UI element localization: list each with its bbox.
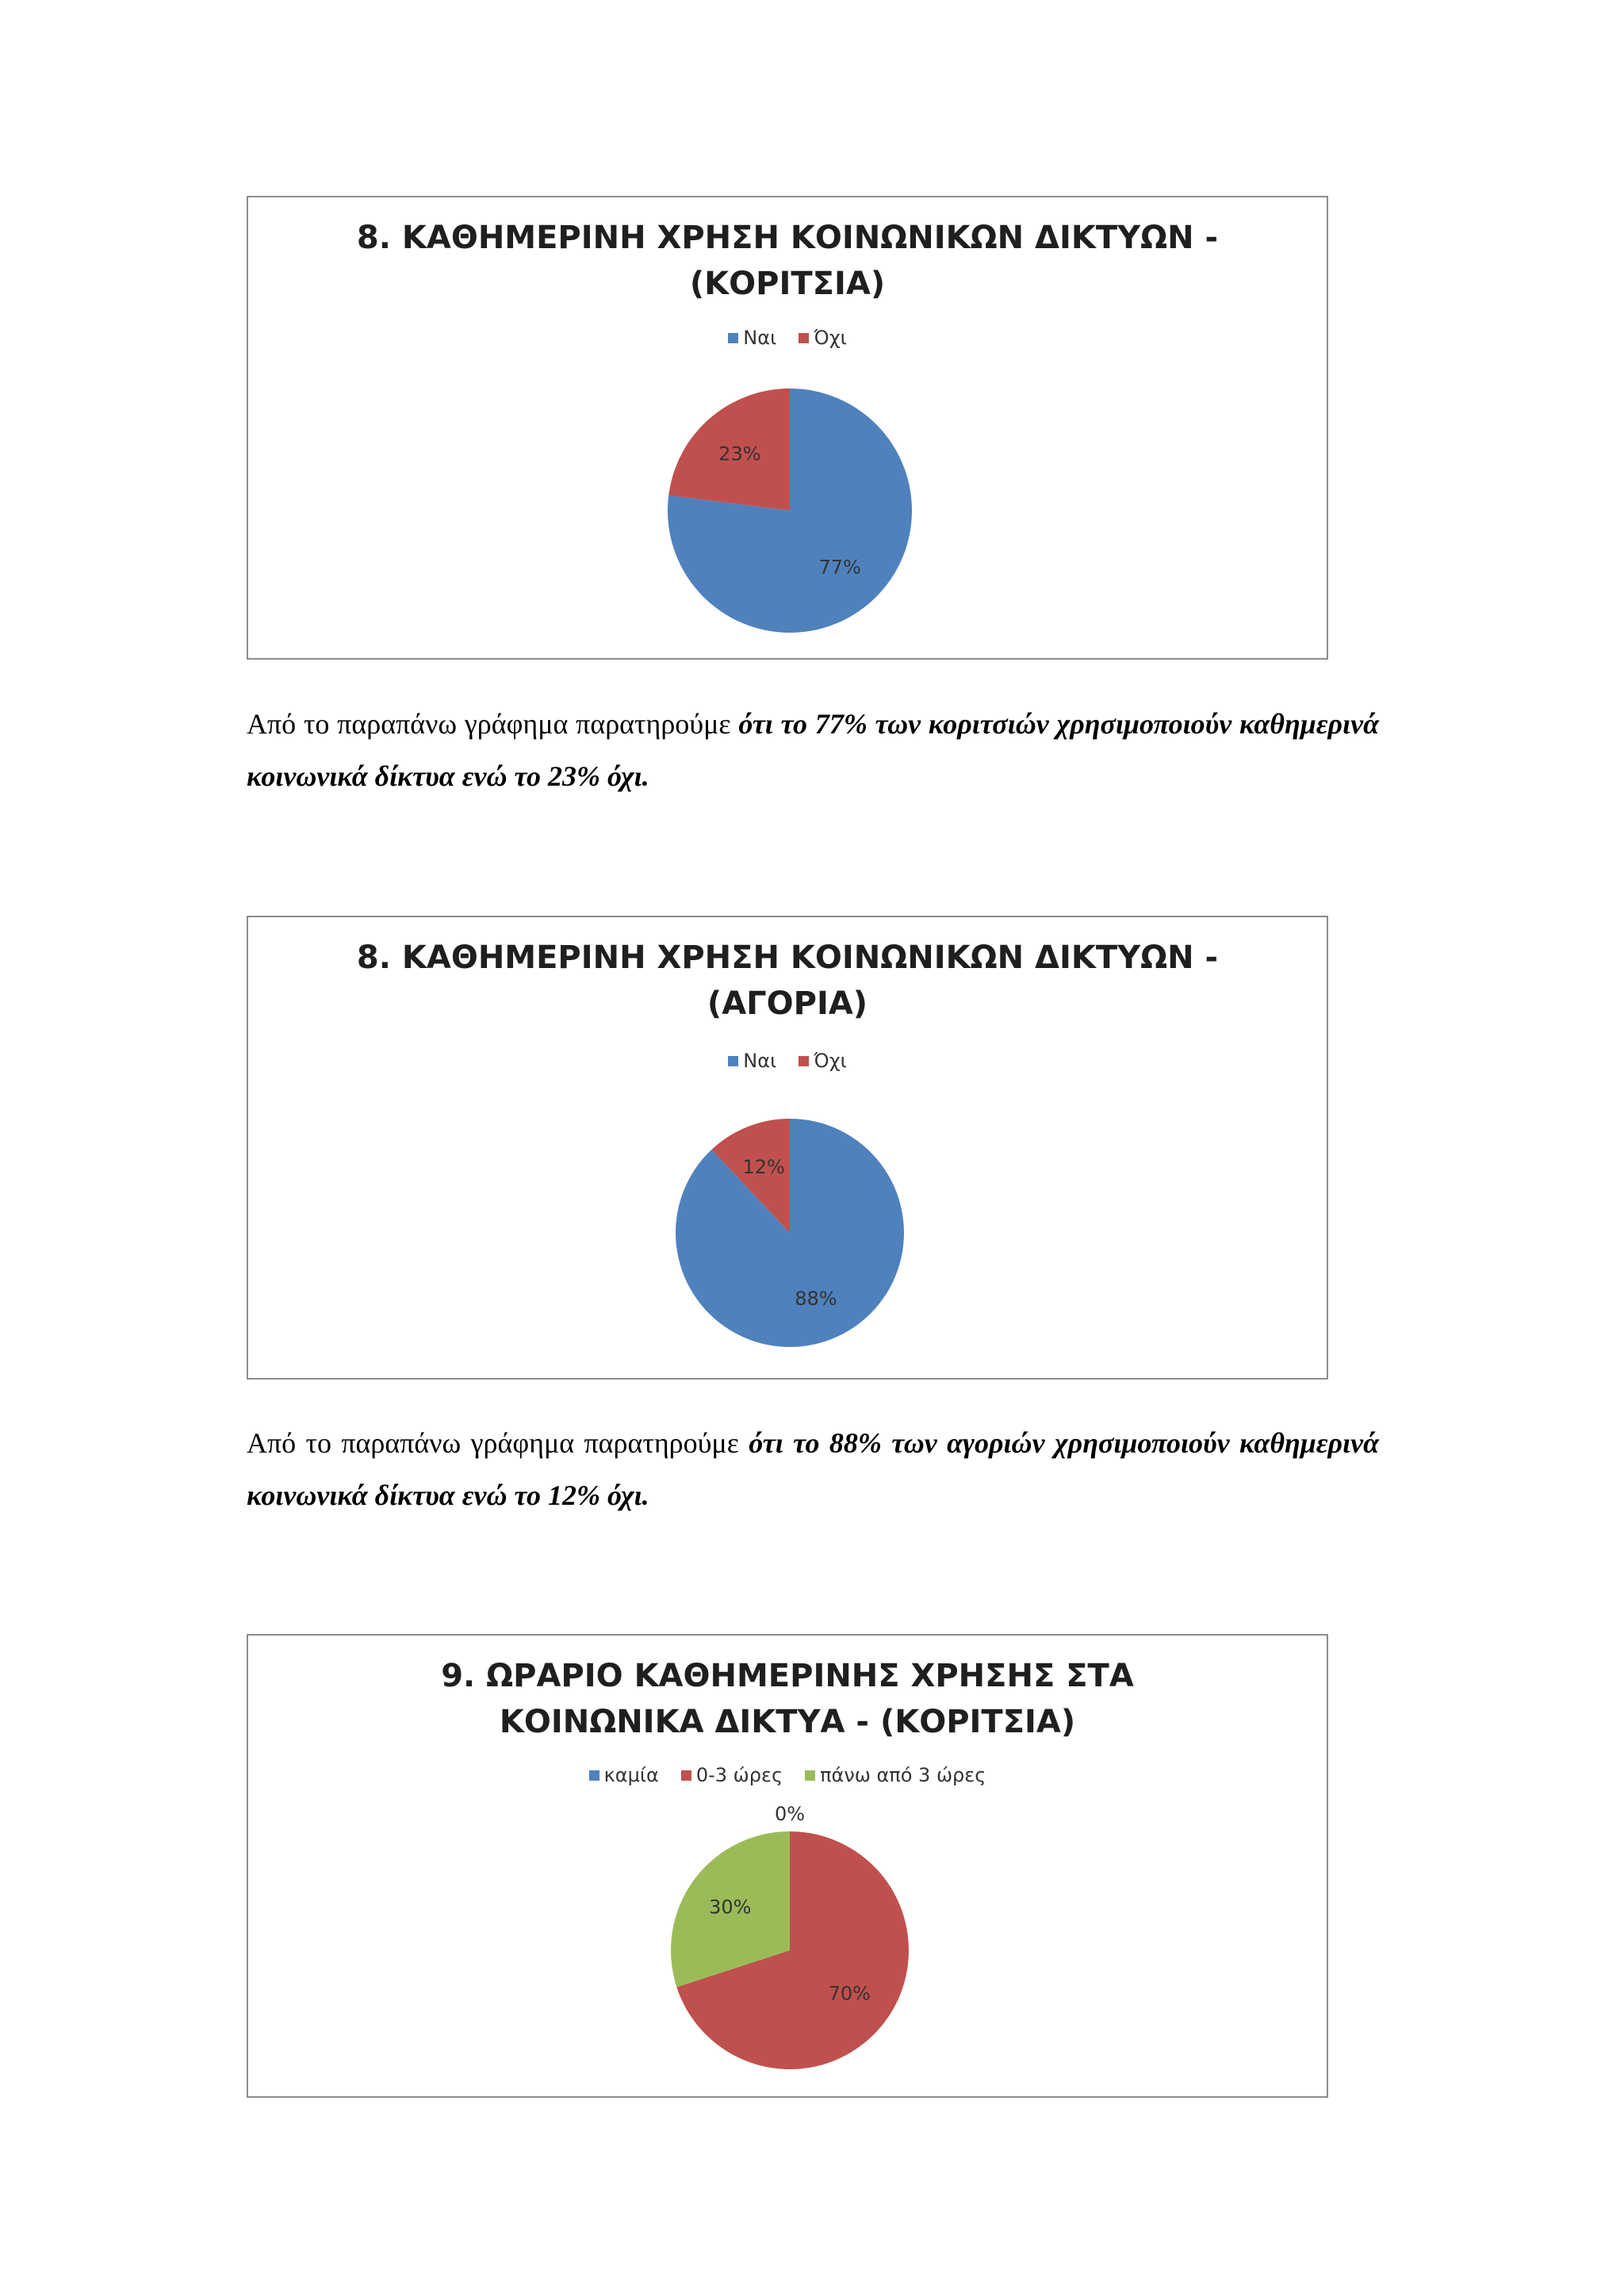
caption-emphasis: ότι το 77% των κοριτσιών χρησιμοποιούν καθημερινά κοινωνικά δίκτυα ενώ το 23% όχι. (247, 708, 1379, 792)
caption-emphasis: ότι το 88% των αγοριών χρησιμοποιούν καθημερινά κοινωνικά δίκτυα ενώ το 12% όχι. (247, 1427, 1379, 1511)
pie-chart (248, 197, 1330, 661)
legend-label: Ναι (743, 1050, 777, 1072)
legend-label: Ναι (743, 327, 777, 349)
data-label: 30% (709, 1896, 752, 1919)
chart-title-line1: 8. ΚΑΘΗΜΕΡΙΝΗ ΧΡΗΣΗ ΚΟΙΝΩΝΙΚΩΝ ΔΙΚΤΥΩΝ - (356, 939, 1219, 976)
data-label: 23% (718, 442, 761, 465)
legend-label: 0-3 ώρες (695, 1764, 783, 1786)
chart-title-line2: ΚΟΙΝΩΝΙΚΑ ΔΙΚΤΥΑ - (ΚΟΡΙΤΣΙΑ) (499, 1704, 1076, 1740)
legend-label: Όχι (814, 1050, 847, 1072)
chart-3 (247, 1634, 1328, 2098)
legend-label: Όχι (814, 327, 847, 349)
pie-chart (248, 917, 1330, 1381)
chart-title-line1: 8. ΚΑΘΗΜΕΡΙΝΗ ΧΡΗΣΗ ΚΟΙΝΩΝΙΚΩΝ ΔΙΚΤΥΩΝ - (356, 220, 1219, 256)
legend-label: πάνω από 3 ώρες (820, 1764, 986, 1786)
data-label: 77% (818, 556, 861, 579)
caption-plain: Από το παραπάνω γράφημα παρατηρούμε (247, 1427, 749, 1459)
data-label: 70% (828, 1982, 871, 2005)
data-label: 0% (774, 1803, 806, 1825)
pie-chart (248, 1636, 1330, 2099)
caption-plain: Από το παραπάνω γράφημα παρατηρούμε (247, 708, 739, 740)
chart-title-line2: (ΚΟΡΙΤΣΙΑ) (689, 266, 886, 302)
chart-2 (247, 916, 1328, 1380)
chart-2-caption (247, 1417, 1379, 1521)
chart-1 (247, 196, 1328, 660)
data-label: 12% (742, 1155, 785, 1178)
chart-title-line1: 9. ΩΡΑΡΙΟ ΚΑΘΗΜΕΡΙΝΗΣ ΧΡΗΣΗΣ ΣΤΑ (441, 1658, 1134, 1694)
data-label: 88% (795, 1288, 837, 1311)
chart-1-caption (247, 698, 1379, 802)
chart-title-line2: (ΑΓΟΡΙΑ) (707, 985, 868, 1022)
legend-label: καμία (603, 1764, 659, 1786)
